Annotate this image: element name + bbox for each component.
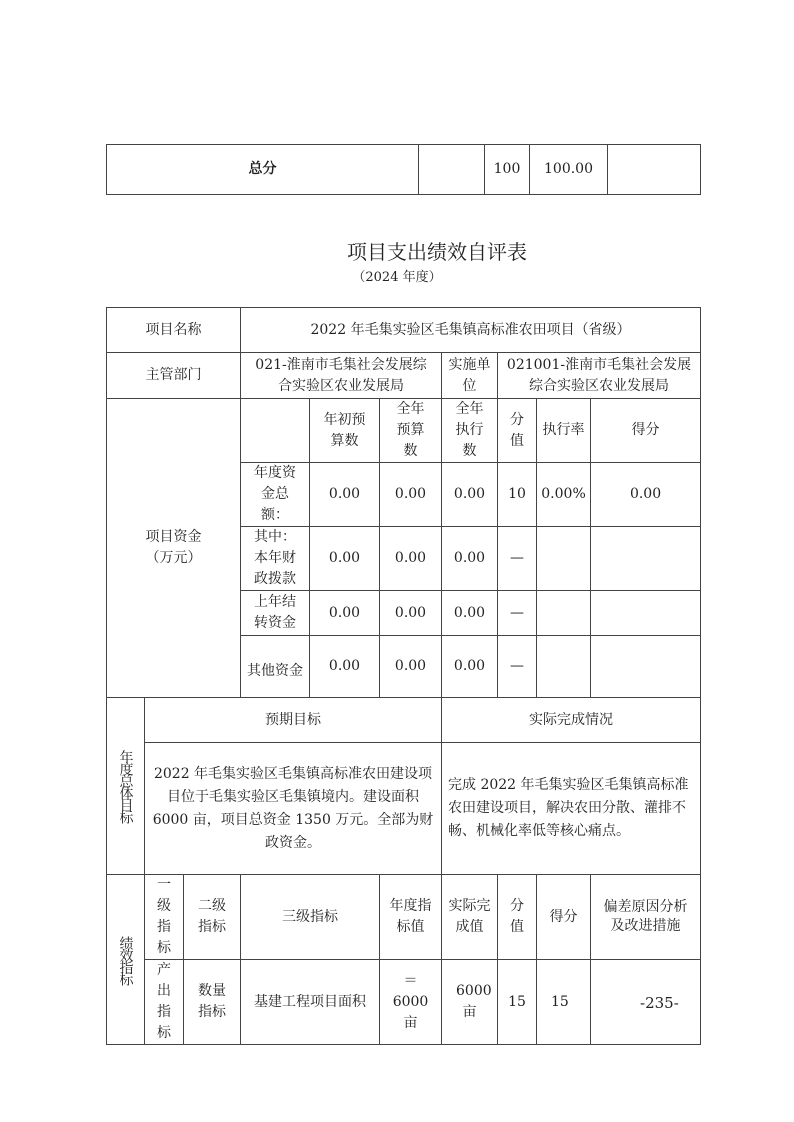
impl-value: 021001-淮南市毛集社会发展综合实验区农业发展局 [498,353,701,399]
funds-row-rate [537,636,591,698]
funds-header-blank [241,399,310,463]
funds-row-name: 其中：本年财政拨款 [241,527,310,591]
indicator-header-score: 得分 [537,875,591,960]
total-weight: 100 [485,145,530,195]
funds-row-executed: 0.00 [442,527,498,591]
funds-row-rate [537,527,591,591]
funds-row-rate [537,591,591,636]
goals-label-cell [107,698,145,875]
self-evaluation-table [106,307,701,1045]
indicator-level2: 数量指标 [184,960,241,1045]
page-number: -235- [640,994,679,1012]
indicator-target: ＝6000 亩 [380,960,442,1045]
funds-label-text: 项目资金（万元） [145,529,202,566]
goals-label: 年度总体目标 [117,750,134,822]
funds-row-score [591,591,701,636]
funds-header-annual: 全年预算数 [380,399,442,463]
funds-header-rate: 执行率 [537,399,591,463]
funds-row-initial: 0.00 [310,463,380,527]
actual-goal-header: 实际完成情况 [442,698,701,743]
funds-row-annual: 0.00 [380,527,442,591]
funds-row-weight: — [498,591,537,636]
indicator-header-level2: 二级指标 [184,875,241,960]
indicator-score: 15 [537,960,591,1045]
funds-label [107,399,241,698]
funds-row-annual: 0.00 [380,591,442,636]
indicator-header-level1: 一级指标 [145,875,184,960]
actual-goal-text: 完成 2022 年毛集实验区毛集镇高标准农田建设项目，解决农田分散、灌排不畅、机械化率低等核心痛点。 [442,743,701,875]
indicator-row [107,960,701,1045]
funds-row-score [591,636,701,698]
funds-row-annual: 0.00 [380,463,442,527]
page-title: 项目支出绩效自评表 [347,240,527,264]
page-subtitle: （2024 年度） [352,270,442,285]
funds-row-initial: 0.00 [310,527,380,591]
funds-row-initial: 0.00 [310,591,380,636]
funds-row-weight: — [498,527,537,591]
total-score-table [106,144,701,195]
dept-label: 主管部门 [107,353,241,399]
total-score: 100.00 [530,145,608,195]
project-name-label: 项目名称 [107,308,241,353]
indicator-header-reason: 偏差原因分析及改进措施 [591,875,701,960]
indicator-header-target: 年度指标值 [380,875,442,960]
indicators-label-cell [107,875,145,1045]
total-blank [419,145,485,195]
funds-header-executed: 全年执行数 [442,399,498,463]
funds-row-executed: 0.00 [442,463,498,527]
funds-row-executed: 0.00 [442,591,498,636]
dept-value: 021-淮南市毛集社会发展综合实验区农业发展局 [241,353,442,399]
indicators-label: 绩效指标 [117,935,134,984]
indicator-level3: 基建工程项目面积 [241,960,380,1045]
funds-row-score [591,527,701,591]
indicator-header-weight: 分值 [498,875,537,960]
indicator-actual: 6000 亩 [442,960,498,1045]
indicator-weight: 15 [498,960,537,1045]
indicator-header-level3: 三级指标 [241,875,380,960]
total-score-label: 总分 [107,145,419,195]
funds-header-initial: 年初预算数 [310,399,380,463]
indicator-header-actual: 实际完成值 [442,875,498,960]
funds-row-weight: — [498,636,537,698]
funds-header-weight: 分值 [498,399,537,463]
funds-row-score: 0.00 [591,463,701,527]
funds-row-name: 其他资金 [241,636,310,698]
funds-row-executed: 0.00 [442,636,498,698]
funds-row-name: 年度资金总额： [241,463,310,527]
funds-row-name: 上年结转资金 [241,591,310,636]
expected-goal-text: 2022 年毛集实验区毛集镇高标准农田建设项目位于毛集实验区毛集镇境内。建设面积 6000 亩，项目总资金 1350 万元。全部为财政资金。 [145,743,442,875]
total-note [608,145,701,195]
expected-goal-header: 预期目标 [145,698,442,743]
funds-row-rate: 0.00% [537,463,591,527]
indicator-level1: 产出指标 [145,960,184,1045]
funds-header-score: 得分 [591,399,701,463]
funds-row-annual: 0.00 [380,636,442,698]
funds-row-initial: 0.00 [310,636,380,698]
project-name: 2022 年毛集实验区毛集镇高标准农田项目（省级） [241,308,701,353]
impl-label: 实施单位 [442,353,498,399]
funds-row-weight: 10 [498,463,537,527]
